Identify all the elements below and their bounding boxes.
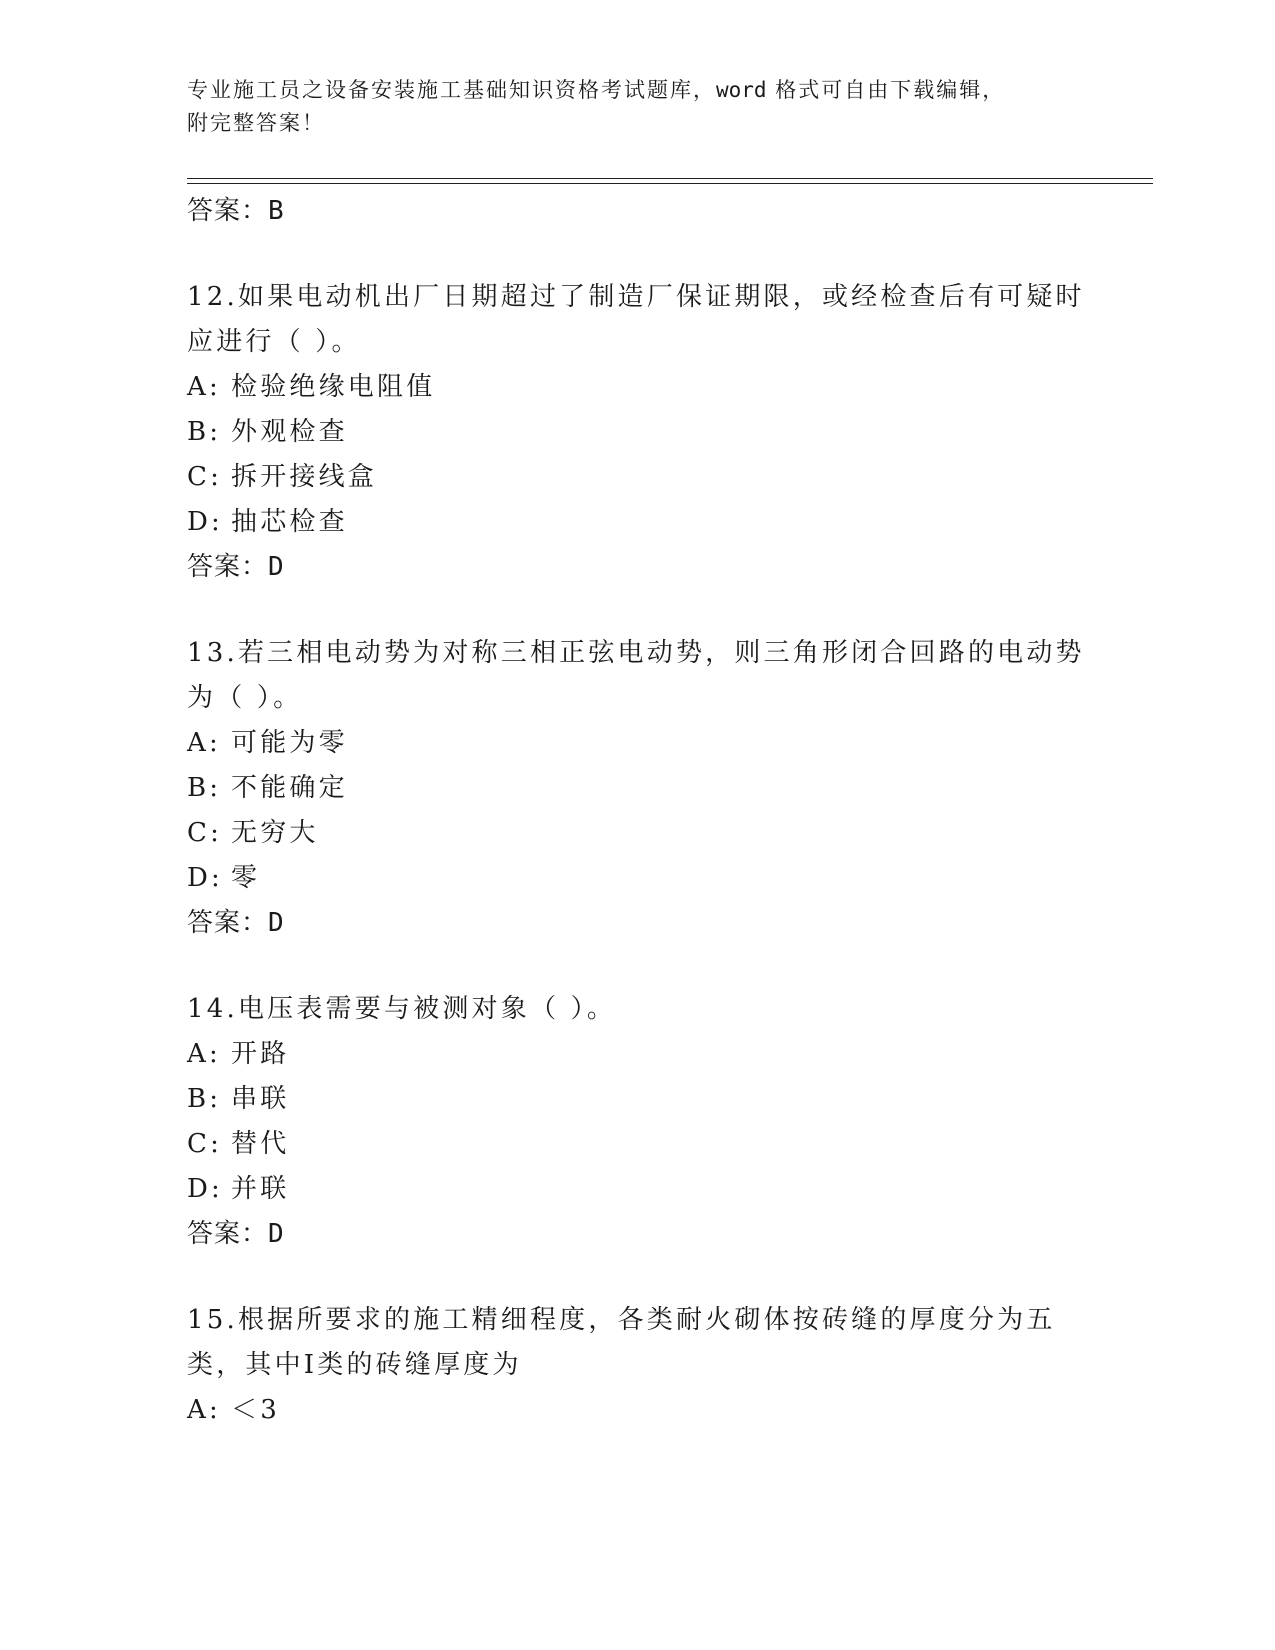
option-text: 抽芯检查 — [231, 507, 348, 537]
option-text: 外观检查 — [231, 417, 348, 447]
option-key: D: — [187, 1174, 224, 1204]
option-c — [187, 1122, 1087, 1167]
option-text: 检验绝缘电阻值 — [231, 372, 436, 402]
option-key: D: — [187, 507, 224, 537]
question-number: 15. — [187, 1305, 238, 1335]
question-13 — [187, 631, 1087, 945]
option-a — [187, 721, 1087, 766]
question-text: 根据所要求的施工精细程度，各类耐火砌体按砖缝的厚度分为五类，其中Ⅰ类的砖缝厚度为 — [187, 1305, 1056, 1380]
answer-label: 答案： — [187, 196, 269, 226]
option-a — [187, 1032, 1087, 1077]
header-line-2: 附完整答案！ — [187, 111, 325, 135]
answer-line — [187, 1212, 1087, 1256]
option-text: 串联 — [231, 1084, 290, 1114]
question-stem — [187, 1298, 1087, 1388]
header-divider-bottom — [187, 183, 1153, 184]
header-divider-top — [187, 178, 1153, 179]
option-text: 不能确定 — [231, 773, 348, 803]
answer-line — [187, 189, 1087, 233]
answer-value: B — [268, 196, 285, 226]
question-text: 如果电动机出厂日期超过了制造厂保证期限，或经检查后有可疑时应进行（ ）。 — [187, 282, 1085, 357]
question-12 — [187, 275, 1087, 589]
option-key: C: — [187, 818, 223, 848]
option-key: B: — [187, 773, 222, 803]
answer-label: 答案： — [187, 1219, 269, 1249]
option-key: C: — [187, 462, 223, 492]
answer-line — [187, 901, 1087, 945]
answer-label: 答案： — [187, 552, 269, 582]
option-b — [187, 410, 1087, 455]
option-key: A: — [187, 1039, 221, 1069]
option-text: 并联 — [231, 1174, 290, 1204]
header-text-latin: word — [716, 78, 767, 102]
option-d — [187, 1167, 1087, 1212]
question-number: 14. — [187, 994, 238, 1024]
option-b — [187, 1077, 1087, 1122]
question-14 — [187, 987, 1087, 1256]
option-text: 拆开接线盒 — [231, 462, 378, 492]
option-key: B: — [187, 417, 222, 447]
answer-value: D — [268, 552, 285, 582]
question-text: 电压表需要与被测对象（ ）。 — [237, 994, 617, 1024]
option-key: C: — [187, 1129, 223, 1159]
option-c — [187, 811, 1087, 856]
option-text: 零 — [231, 863, 261, 893]
question-stem — [187, 631, 1087, 721]
option-b — [187, 766, 1087, 811]
question-stem — [187, 987, 1087, 1032]
option-text: 无穷大 — [231, 818, 319, 848]
question-number: 12. — [187, 282, 238, 312]
answer-value: D — [268, 908, 285, 938]
question-text: 若三相电动势为对称三相正弦电动势，则三角形闭合回路的电动势为（ ）。 — [187, 638, 1085, 713]
option-key: A: — [187, 728, 221, 758]
option-c — [187, 455, 1087, 500]
option-a — [187, 1388, 1087, 1433]
option-key: A: — [187, 372, 221, 402]
option-text: ＜3 — [231, 1395, 280, 1425]
question-number: 13. — [187, 638, 238, 668]
question-15 — [187, 1298, 1087, 1433]
question-list — [187, 189, 1087, 1433]
option-key: A: — [187, 1395, 221, 1425]
option-d — [187, 500, 1087, 545]
option-key: B: — [187, 1084, 222, 1114]
header-text-part: 格式可自由下载编辑， — [766, 78, 1006, 102]
option-text: 替代 — [231, 1129, 290, 1159]
question-stem — [187, 275, 1087, 365]
document-header — [187, 74, 1087, 140]
header-line-1 — [187, 74, 1087, 107]
option-key: D: — [187, 863, 224, 893]
answer-value: D — [268, 1219, 285, 1249]
answer-line — [187, 545, 1087, 589]
header-text-part: 专业施工员之设备安装施工基础知识资格考试题库， — [187, 78, 716, 102]
answer-label: 答案： — [187, 908, 269, 938]
option-text: 可能为零 — [231, 728, 348, 758]
option-text: 开路 — [231, 1039, 290, 1069]
option-a — [187, 365, 1087, 410]
option-d — [187, 856, 1087, 901]
